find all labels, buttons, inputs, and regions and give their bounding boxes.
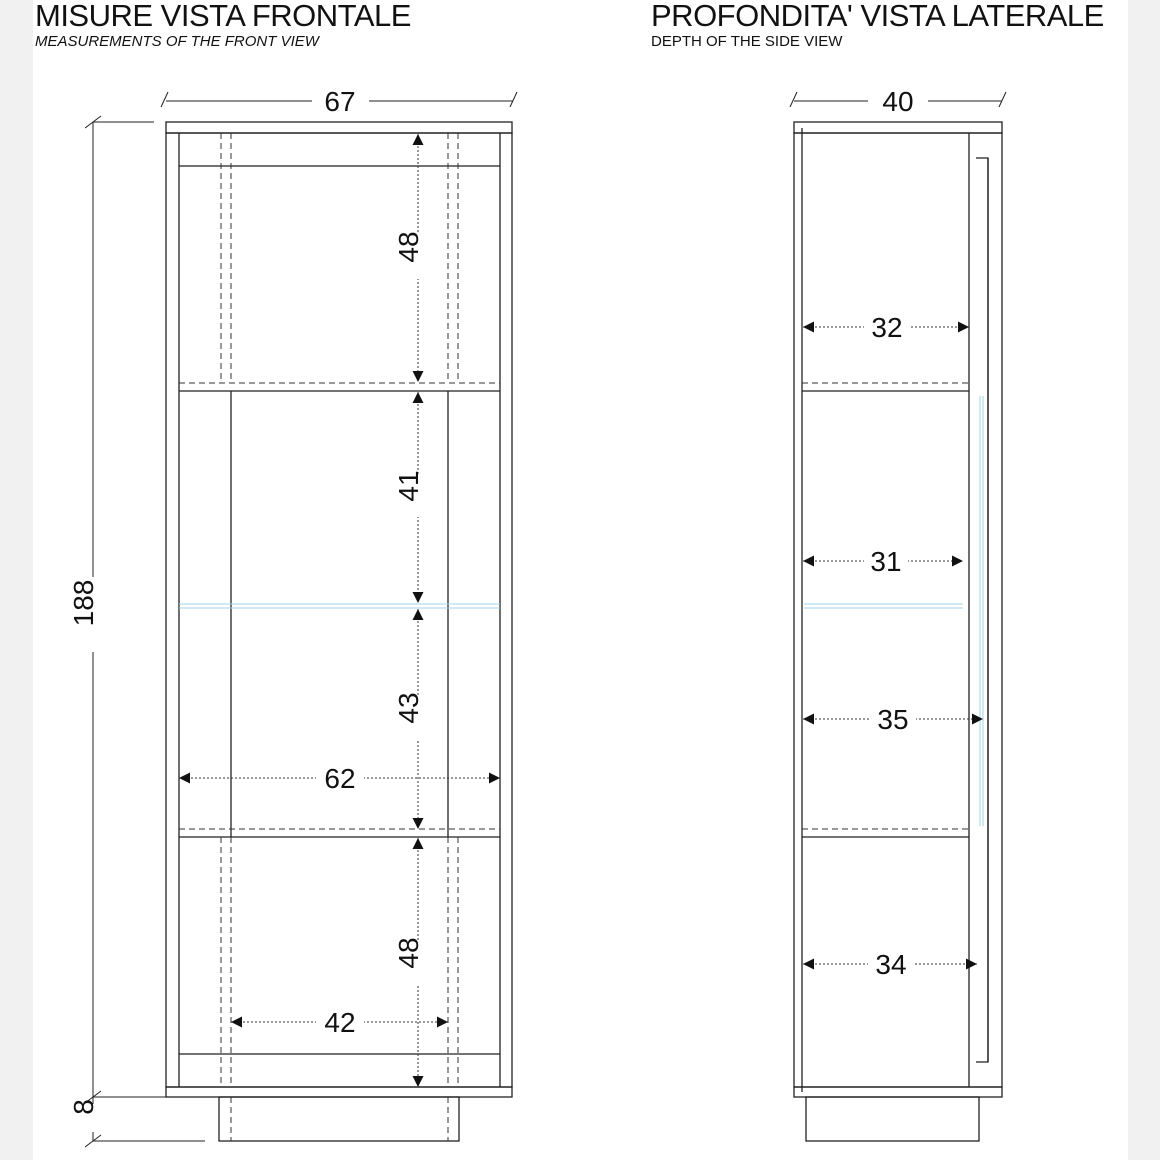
front-carcass bbox=[166, 133, 512, 1087]
side-body bbox=[794, 133, 1002, 1087]
front-dimension-labels bbox=[68, 86, 424, 1115]
label-overall-depth: 40 bbox=[882, 86, 914, 117]
label-glass-shelf-depth: 31 bbox=[870, 546, 902, 577]
label-bottom-compartment: 48 bbox=[393, 937, 424, 969]
front-top-panel bbox=[166, 122, 512, 133]
side-dimension-labels bbox=[870, 86, 913, 980]
label-door-inner-width: 42 bbox=[324, 1007, 356, 1038]
label-top-depth: 32 bbox=[871, 312, 903, 343]
front-glass-shelf bbox=[179, 604, 500, 608]
front-dimension-lines bbox=[85, 92, 517, 1147]
side-label-masks bbox=[864, 311, 916, 980]
label-inner-width: 62 bbox=[324, 763, 356, 794]
front-bottom-panel bbox=[166, 1087, 512, 1097]
front-hidden-lines bbox=[179, 133, 500, 1141]
label-overall-width: 67 bbox=[324, 86, 356, 117]
front-view-subtitle: MEASUREMENTS OF THE FRONT VIEW bbox=[35, 33, 319, 50]
side-view-title: PROFONDITA' VISTA LATERALE bbox=[651, 0, 1104, 33]
front-plinth bbox=[219, 1097, 459, 1141]
label-upper-middle-compartment: 41 bbox=[393, 470, 424, 502]
side-bottom-panel bbox=[794, 1087, 1002, 1097]
side-plinth bbox=[806, 1097, 979, 1141]
label-lower-middle-compartment: 43 bbox=[393, 692, 424, 724]
front-cabinet bbox=[166, 122, 512, 1141]
label-middle-depth: 35 bbox=[877, 704, 909, 735]
front-dotted-dimensions bbox=[179, 134, 500, 1087]
label-bottom-depth: 34 bbox=[875, 949, 907, 980]
side-glass-elements bbox=[804, 396, 983, 826]
side-cabinet bbox=[794, 122, 1002, 1141]
side-hidden-lines bbox=[802, 383, 969, 829]
label-overall-height: 188 bbox=[68, 579, 99, 627]
label-top-compartment: 48 bbox=[393, 231, 424, 263]
side-dotted-dimensions bbox=[803, 327, 983, 964]
front-label-masks bbox=[316, 233, 432, 1038]
side-top-panel bbox=[794, 122, 1002, 133]
side-door-profile bbox=[976, 158, 988, 1062]
front-view-title: MISURE VISTA FRONTALE bbox=[35, 0, 411, 33]
label-base-height: 8 bbox=[68, 1099, 99, 1115]
side-view-subtitle: DEPTH OF THE SIDE VIEW bbox=[651, 33, 843, 50]
